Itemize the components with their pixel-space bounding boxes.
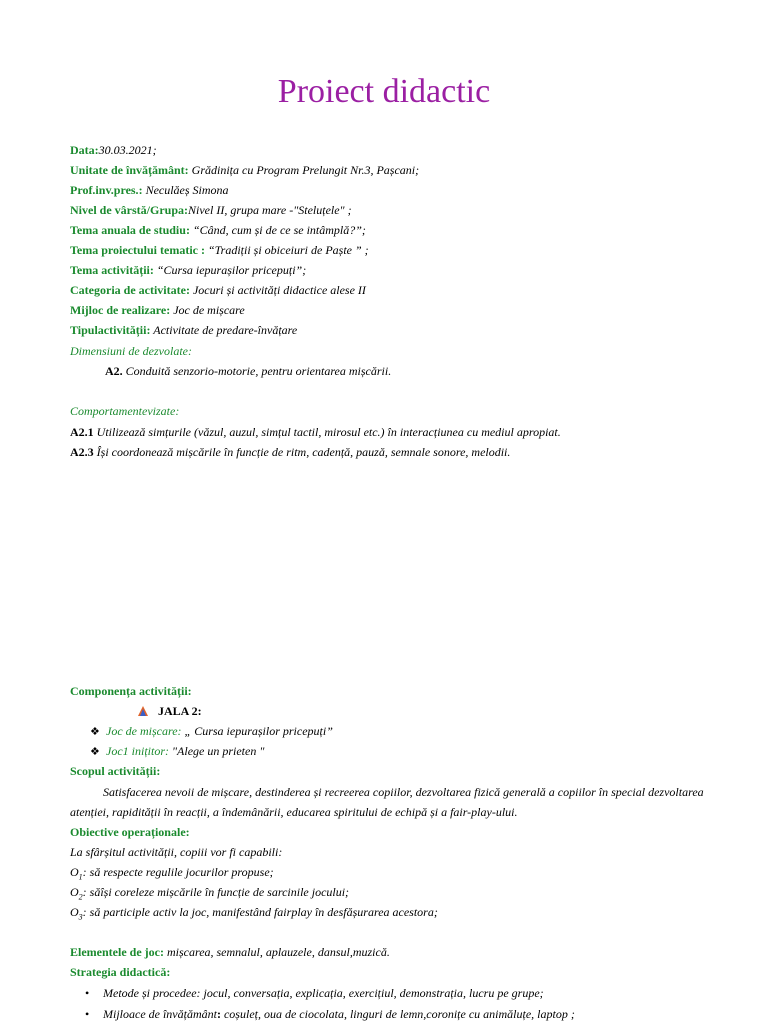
activity-theme-label: Tema activității:	[70, 263, 154, 277]
dimension-item	[105, 363, 391, 379]
type-line	[70, 322, 297, 338]
jala-line	[138, 703, 202, 719]
scope-text-line2: atenției, rapidității în reacții, a îndemânării, educarea spiritului de echipă și a fair-play-ului.	[70, 805, 518, 819]
objective-item: $O_2$: săîși coreleze mișcările în funcție de sarcinile jocului;	[70, 885, 350, 902]
dimensions-heading: Dimensiuni de dezvolate:	[70, 344, 192, 358]
elements-label: Elementele de joc	[70, 945, 160, 959]
annual-theme-line: Tema anuala de studiu: “Când, cum și de ce se intâmplă?”;	[70, 223, 366, 237]
game-label: Joc de mișcare	[106, 724, 178, 738]
objective-item: $O_1$: să respecte regulile jocurilor propuse;	[70, 865, 274, 882]
elements-line: Elementele de joc: mișcarea, semnalul, aplauzele, dansul,muzică.	[70, 945, 390, 959]
game-item: ❖ Joc1 inițitor: "Alege un prieten "	[90, 744, 265, 758]
project-theme-line: Tema proiectului tematic : “Tradiții și obiceiuri de Paște ” ;	[70, 243, 369, 257]
teacher-value: Neculăeș Simona	[145, 183, 229, 197]
behavior-text: Își coordonează mișcările în funcție de ritm, cadență, pauză, semnale sonore, melodii.	[96, 445, 511, 459]
unit-value: Grădinița cu Program Prelungit Nr.3, Pașcani;	[191, 163, 420, 177]
project-theme-label: Tema proiectului tematic	[70, 243, 198, 257]
diamond-bullet-icon: ❖	[90, 746, 100, 758]
category-line: Categoria de activitate: Jocuri și activități didactice alese II	[70, 283, 366, 297]
diamond-bullet-icon: ❖	[90, 726, 100, 738]
strategy-value: coșuleț, oua de ciocolata, linguri de lemn,coronițe cu animăluțe, laptop ;	[223, 1007, 575, 1021]
bullet-icon: •	[85, 1007, 90, 1021]
strategy-item: • Metode și procedee: jocul, conversația, explicația, exercițiul, demonstrația, lucru pe grupe;	[85, 986, 544, 1000]
date-line: Data:30.03.2021;	[70, 143, 157, 157]
date-value: 30.03.2021;	[98, 143, 157, 157]
elements-value: mișcarea, semnalul, aplauzele, dansul,muzică.	[166, 945, 390, 959]
unit-line: Unitate de învățământ: Grădinița cu Program Prelungit Nr.3, Pașcani;	[70, 163, 420, 177]
category-label: Categoria de activitate	[70, 283, 186, 297]
bullet-icon: •	[85, 986, 90, 1000]
behavior-text: Utilizează simțurile (văzul, auzul, simțul tactil, mirosul etc.) în interacțiunea cu mediul apropiat.	[96, 425, 561, 439]
strategy-item: • Mijloace de învățământ: coșuleț, oua de ciocolata, linguri de lemn,coronițe cu animăluțe, laptop ;	[85, 1007, 575, 1021]
means-line: Mijloc de realizare: Joc de mișcare	[70, 303, 245, 317]
scope-text-line1: Satisfacerea nevoii de mișcare, destinderea și recreerea copiilor, dezvoltarea fizică generală a copiilor în special dezvoltarea	[103, 785, 704, 799]
annual-theme-label: Tema anuala de studiu	[70, 223, 186, 237]
objective-item: $O_3$: să participle activ la joc, manifestând fairplay în desfășurarea acestora;	[70, 905, 438, 922]
components-heading: Componența activității:	[70, 684, 192, 698]
project-theme-value: “Tradiții și obiceiuri de Paște ” ;	[207, 243, 369, 257]
teacher-line: Prof.inv.pres.: Neculăeș Simona	[70, 183, 229, 197]
means-label: Mijloc de realizare	[70, 303, 167, 317]
means-value: Joc de mișcare	[173, 303, 245, 317]
behavior-item	[70, 424, 561, 440]
level-line: Nivel de vârstă/Grupa:Nivel II, grupa mare -"Steluțele" ;	[70, 203, 352, 217]
level-label: Nivel de vârstă/Grupa	[70, 203, 184, 217]
strategy-heading: Strategia didactică:	[70, 965, 171, 979]
dimension-code: A2.	[105, 364, 123, 378]
type-label: Tipulactivității:	[70, 323, 151, 337]
behavior-code: A2.1	[70, 425, 94, 439]
objectives-heading: Obiective operaționale:	[70, 825, 190, 839]
game-label: Joc1 inițitor	[106, 744, 165, 758]
objectives-intro: La sfârșitul activității, copiii vor fi capabili:	[70, 845, 283, 859]
page-title: Proiect didactic	[277, 73, 491, 110]
behavior-item	[70, 444, 510, 460]
type-value: Activitate de predare-învățare	[153, 323, 298, 337]
scope-heading: Scopul activității:	[70, 764, 161, 778]
unit-label: Unitate de învățământ	[70, 163, 185, 177]
strategy-value: jocul, conversația, explicația, exercițiul, demonstrația, lucru pe grupe;	[203, 986, 544, 1000]
date-label: Data	[70, 143, 95, 157]
behavior-code: A2.3	[70, 445, 94, 459]
game-item: ❖ Joc de mișcare: „ Cursa iepurașilor pricepuți”	[90, 724, 333, 738]
game-value: "Alege un prieten "	[172, 744, 265, 758]
strategy-label: Metode și procedee	[103, 986, 197, 1000]
jala-label: JALA 2:	[158, 704, 202, 718]
game-value: „ Cursa iepurașilor pricepuți”	[184, 724, 333, 738]
category-value: Jocuri și activități didactice alese II	[192, 283, 366, 297]
level-value: Nivel II, grupa mare -"Steluțele" ;	[188, 203, 352, 217]
annual-theme-value: “Când, cum și de ce se intâmplă?”;	[192, 223, 366, 237]
strategy-label: Mijloace de învățământ	[103, 1007, 217, 1021]
teacher-label: Prof.inv.pres.	[70, 183, 139, 197]
dimension-text: Conduită senzorio-motorie, pentru orientarea mișcării.	[125, 364, 392, 378]
activity-theme-value: “Cursa iepurașilor pricepuți”;	[156, 263, 307, 277]
behaviors-heading: Comportamentevizate:	[70, 404, 180, 418]
activity-theme-line	[70, 262, 306, 278]
jala-bullet-icon	[138, 706, 148, 716]
